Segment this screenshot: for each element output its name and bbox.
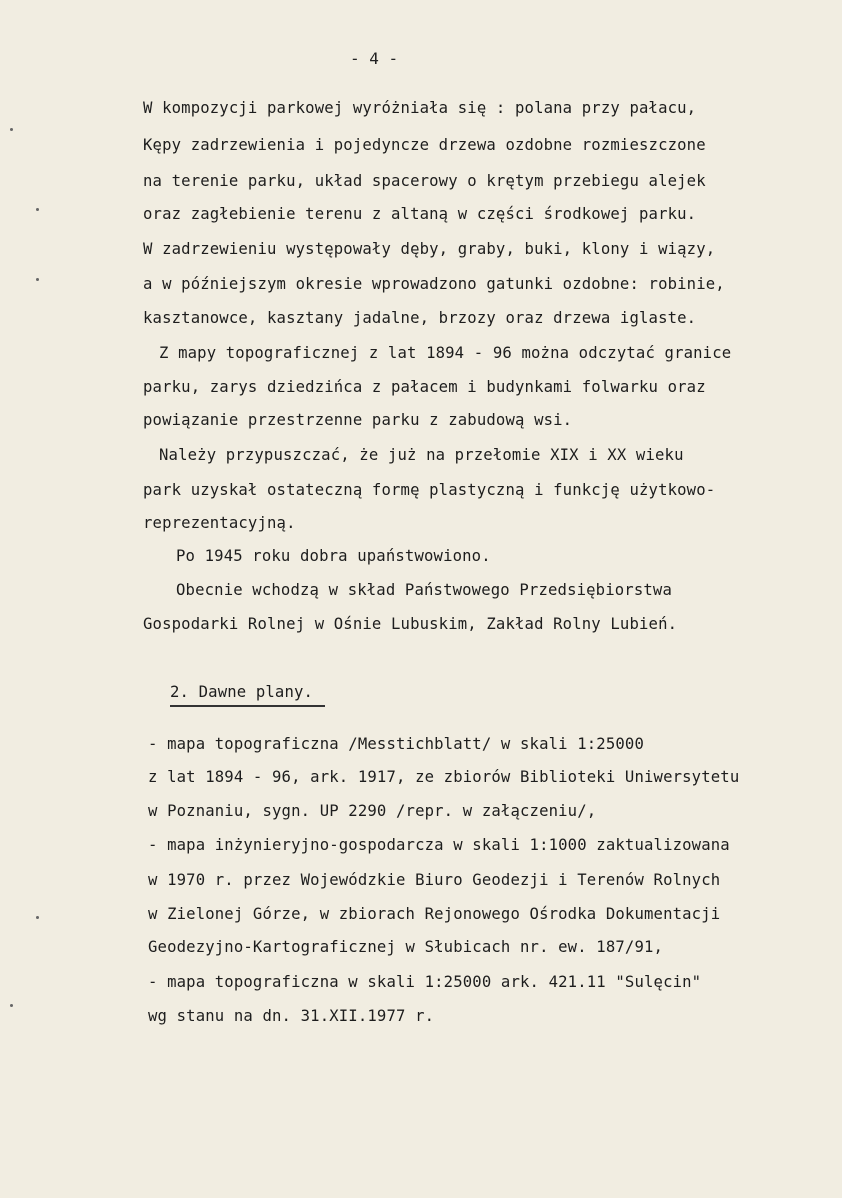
text-line: kasztanowce, kasztany jadalne, brzozy oraz drzewa iglaste. [143, 309, 697, 327]
text-line: powiązanie przestrzenne parku z zabudową wsi. [143, 411, 573, 429]
text-line: wg stanu na dn. 31.XII.1977 r. [148, 1007, 435, 1025]
text-line: na terenie parku, układ spacerowy o krętym przebiegu alejek [143, 172, 706, 190]
text-line: W zadrzewieniu występowały dęby, graby, buki, klony i wiązy, [143, 240, 716, 258]
page-number: - 4 - [350, 49, 399, 68]
scan-mark [36, 208, 39, 211]
heading-underline [170, 705, 325, 707]
text-line: - mapa topograficzna w skali 1:25000 ark. 421.11 "Sulęcin" [148, 973, 702, 991]
scan-mark [10, 128, 13, 131]
text-line: Geodezyjno-Kartograficznej w Słubicach nr. ew. 187/91, [148, 938, 664, 956]
text-line: w 1970 r. przez Wojewódzkie Biuro Geodezji i Terenów Rolnych [148, 871, 721, 889]
text-line: Z mapy topograficznej z lat 1894 - 96 można odczytać granice [159, 344, 732, 362]
text-line: oraz zagłebienie terenu z altaną w części środkowej parku. [143, 205, 697, 223]
text-line: parku, zarys dziedzińca z pałacem i budynkami folwarku oraz [143, 378, 706, 396]
text-line: a w późniejszym okresie wprowadzono gatunki ozdobne: robinie, [143, 275, 725, 293]
text-line: park uzyskał ostateczną formę plastyczną i funkcję użytkowo- [143, 481, 716, 499]
text-line: - mapa inżynieryjno-gospodarcza w skali 1:1000 zaktualizowana [148, 836, 730, 854]
text-line: Gospodarki Rolnej w Ośnie Lubuskim, Zakład Rolny Lubień. [143, 615, 678, 633]
scan-mark [10, 1004, 13, 1007]
text-line: z lat 1894 - 96, ark. 1917, ze zbiorów Biblioteki Uniwersytetu [148, 768, 740, 786]
text-line: reprezentacyjną. [143, 514, 296, 532]
text-line: Kępy zadrzewienia i pojedyncze drzewa ozdobne rozmieszczone [143, 136, 706, 154]
text-line: Należy przypuszczać, że już na przełomie XIX i XX wieku [159, 446, 684, 464]
scan-mark [36, 916, 39, 919]
text-line: Po 1945 roku dobra upaństwowiono. [176, 547, 491, 565]
text-line: - mapa topograficzna /Messtichblatt/ w skali 1:25000 [148, 735, 644, 753]
section-heading: 2. Dawne plany. [170, 683, 314, 701]
text-line: W kompozycji parkowej wyróżniała się : polana przy pałacu, [143, 99, 697, 117]
text-line: Obecnie wchodzą w skład Państwowego Przedsiębiorstwa [176, 581, 672, 599]
text-line: w Zielonej Górze, w zbiorach Rejonowego Ośrodka Dokumentacji [148, 905, 721, 923]
text-line: w Poznaniu, sygn. UP 2290 /repr. w załączeniu/, [148, 802, 597, 820]
scan-mark [36, 278, 39, 281]
